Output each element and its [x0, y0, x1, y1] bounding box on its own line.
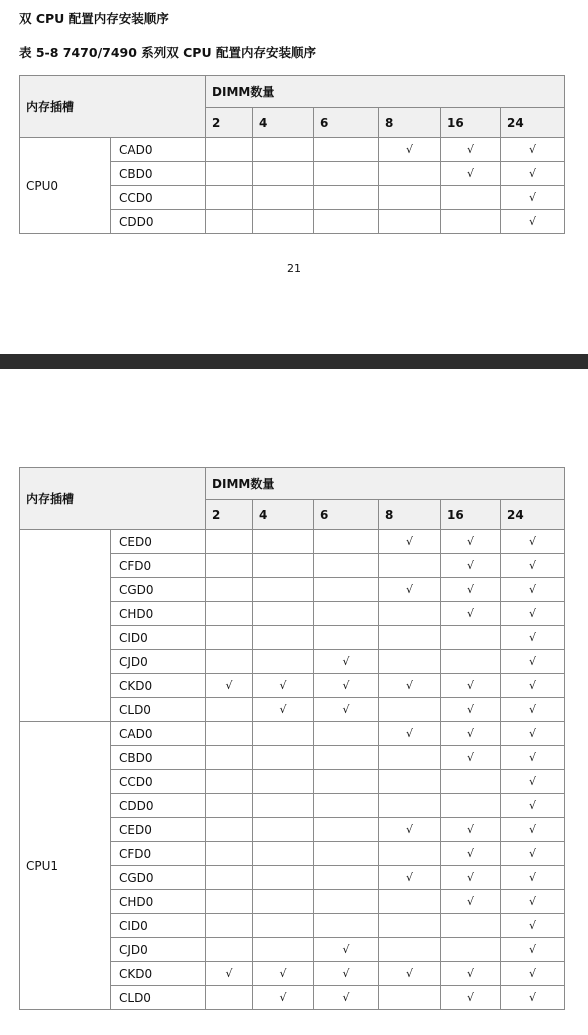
empty-cell: [314, 578, 379, 602]
check-mark-cell: √: [379, 818, 441, 842]
empty-cell: [379, 698, 441, 722]
dimm-count-6: 6: [314, 500, 379, 530]
check-mark-cell: √: [501, 866, 565, 890]
check-mark-cell: √: [253, 962, 314, 986]
empty-cell: [206, 818, 253, 842]
check-mark-cell: √: [501, 962, 565, 986]
empty-cell: [253, 530, 314, 554]
empty-cell: [206, 602, 253, 626]
check-mark-cell: √: [501, 818, 565, 842]
empty-cell: [379, 554, 441, 578]
check-mark-cell: √: [206, 674, 253, 698]
empty-cell: [441, 210, 501, 234]
empty-cell: [441, 914, 501, 938]
empty-cell: [379, 842, 441, 866]
empty-cell: [253, 626, 314, 650]
check-mark-cell: √: [314, 938, 379, 962]
check-mark-cell: √: [501, 162, 565, 186]
check-mark-cell: √: [314, 698, 379, 722]
slot-name: CDD0: [111, 794, 206, 818]
empty-cell: [379, 914, 441, 938]
empty-cell: [314, 138, 379, 162]
memory-order-table-2: [19, 467, 565, 1010]
dimm-count-header: DIMM数量: [206, 468, 565, 500]
empty-cell: [379, 626, 441, 650]
empty-cell: [314, 866, 379, 890]
check-mark-cell: √: [441, 554, 501, 578]
check-mark-cell: √: [314, 674, 379, 698]
empty-cell: [253, 554, 314, 578]
check-mark-cell: √: [501, 794, 565, 818]
dimm-count-16: 16: [441, 500, 501, 530]
slot-header: 内存插槽: [20, 468, 206, 530]
table-body: [20, 138, 565, 234]
slot-name: CID0: [111, 914, 206, 938]
check-mark-cell: √: [501, 626, 565, 650]
check-mark-cell: √: [501, 698, 565, 722]
check-mark-cell: √: [314, 986, 379, 1010]
empty-cell: [206, 578, 253, 602]
empty-cell: [314, 554, 379, 578]
slot-name: CLD0: [111, 698, 206, 722]
check-mark-cell: √: [501, 842, 565, 866]
check-mark-cell: √: [441, 986, 501, 1010]
check-mark-cell: √: [441, 722, 501, 746]
empty-cell: [253, 162, 314, 186]
slot-name: CCD0: [111, 770, 206, 794]
slot-name: CDD0: [111, 210, 206, 234]
empty-cell: [379, 186, 441, 210]
slot-header: 内存插槽: [20, 76, 206, 138]
slot-name: CAD0: [111, 722, 206, 746]
slot-name: CID0: [111, 626, 206, 650]
empty-cell: [206, 866, 253, 890]
check-mark-cell: √: [441, 962, 501, 986]
check-mark-cell: √: [501, 210, 565, 234]
check-mark-cell: √: [441, 698, 501, 722]
empty-cell: [314, 914, 379, 938]
empty-cell: [253, 914, 314, 938]
slot-name: CED0: [111, 530, 206, 554]
empty-cell: [441, 770, 501, 794]
slot-name: CGD0: [111, 866, 206, 890]
check-mark-cell: √: [206, 962, 253, 986]
check-mark-cell: √: [501, 914, 565, 938]
slot-name: CBD0: [111, 162, 206, 186]
page-number: 21: [287, 262, 301, 275]
check-mark-cell: √: [441, 530, 501, 554]
empty-cell: [206, 210, 253, 234]
dimm-count-8: 8: [379, 500, 441, 530]
empty-cell: [441, 938, 501, 962]
empty-cell: [253, 890, 314, 914]
empty-cell: [206, 890, 253, 914]
slot-name: CHD0: [111, 602, 206, 626]
check-mark-cell: √: [379, 138, 441, 162]
empty-cell: [253, 722, 314, 746]
empty-cell: [206, 842, 253, 866]
empty-cell: [253, 794, 314, 818]
empty-cell: [314, 770, 379, 794]
empty-cell: [314, 602, 379, 626]
dimm-count-header: DIMM数量: [206, 76, 565, 108]
check-mark-cell: √: [379, 578, 441, 602]
empty-cell: [253, 842, 314, 866]
table-row: [20, 722, 565, 746]
check-mark-cell: √: [501, 554, 565, 578]
empty-cell: [206, 938, 253, 962]
empty-cell: [253, 866, 314, 890]
empty-cell: [314, 626, 379, 650]
empty-cell: [314, 210, 379, 234]
empty-cell: [379, 938, 441, 962]
check-mark-cell: √: [379, 722, 441, 746]
memory-order-table-1: [19, 75, 565, 234]
dimm-count-24: 24: [501, 500, 565, 530]
check-mark-cell: √: [379, 962, 441, 986]
check-mark-cell: √: [314, 650, 379, 674]
dimm-count-6: 6: [314, 108, 379, 138]
slot-name: CHD0: [111, 890, 206, 914]
check-mark-cell: √: [253, 698, 314, 722]
empty-cell: [206, 530, 253, 554]
check-mark-cell: √: [441, 138, 501, 162]
empty-cell: [206, 770, 253, 794]
empty-cell: [314, 162, 379, 186]
slot-name: CKD0: [111, 674, 206, 698]
check-mark-cell: √: [441, 162, 501, 186]
check-mark-cell: √: [501, 890, 565, 914]
empty-cell: [253, 938, 314, 962]
dimm-count-2: 2: [206, 108, 253, 138]
empty-cell: [253, 578, 314, 602]
empty-cell: [379, 770, 441, 794]
empty-cell: [253, 770, 314, 794]
check-mark-cell: √: [441, 890, 501, 914]
check-mark-cell: √: [441, 602, 501, 626]
check-mark-cell: √: [441, 674, 501, 698]
check-mark-cell: √: [379, 866, 441, 890]
empty-cell: [253, 650, 314, 674]
empty-cell: [206, 746, 253, 770]
empty-cell: [314, 722, 379, 746]
check-mark-cell: √: [501, 770, 565, 794]
dimm-count-2: 2: [206, 500, 253, 530]
empty-cell: [206, 186, 253, 210]
dimm-count-4: 4: [253, 500, 314, 530]
empty-cell: [314, 842, 379, 866]
slot-name: CAD0: [111, 138, 206, 162]
check-mark-cell: √: [501, 746, 565, 770]
empty-cell: [206, 914, 253, 938]
slot-name: CED0: [111, 818, 206, 842]
empty-cell: [206, 698, 253, 722]
empty-cell: [379, 794, 441, 818]
check-mark-cell: √: [253, 674, 314, 698]
empty-cell: [441, 794, 501, 818]
empty-cell: [379, 602, 441, 626]
check-mark-cell: √: [501, 138, 565, 162]
check-mark-cell: √: [441, 578, 501, 602]
check-mark-cell: √: [501, 578, 565, 602]
empty-cell: [206, 162, 253, 186]
empty-cell: [206, 626, 253, 650]
empty-cell: [253, 746, 314, 770]
empty-cell: [314, 818, 379, 842]
check-mark-cell: √: [501, 722, 565, 746]
empty-cell: [314, 530, 379, 554]
dimm-count-16: 16: [441, 108, 501, 138]
check-mark-cell: √: [379, 674, 441, 698]
table-body: [20, 530, 565, 1010]
empty-cell: [206, 794, 253, 818]
empty-cell: [253, 818, 314, 842]
slot-name: CBD0: [111, 746, 206, 770]
check-mark-cell: √: [501, 986, 565, 1010]
check-mark-cell: √: [441, 842, 501, 866]
empty-cell: [206, 650, 253, 674]
slot-name: CLD0: [111, 986, 206, 1010]
check-mark-cell: √: [501, 674, 565, 698]
empty-cell: [379, 650, 441, 674]
section-heading: 双 CPU 配置内存安装顺序: [19, 11, 169, 26]
check-mark-cell: √: [379, 530, 441, 554]
slot-name: CFD0: [111, 554, 206, 578]
cpu-label: CPU1: [20, 722, 111, 1010]
slot-name: CKD0: [111, 962, 206, 986]
empty-cell: [314, 794, 379, 818]
empty-cell: [379, 162, 441, 186]
slot-name: CJD0: [111, 938, 206, 962]
check-mark-cell: √: [441, 746, 501, 770]
empty-cell: [206, 722, 253, 746]
page-divider: [0, 354, 588, 369]
check-mark-cell: √: [501, 186, 565, 210]
empty-cell: [253, 210, 314, 234]
check-mark-cell: √: [501, 530, 565, 554]
empty-cell: [253, 186, 314, 210]
empty-cell: [379, 210, 441, 234]
check-mark-cell: √: [441, 866, 501, 890]
slot-name: CFD0: [111, 842, 206, 866]
check-mark-cell: √: [253, 986, 314, 1010]
check-mark-cell: √: [441, 818, 501, 842]
empty-cell: [441, 650, 501, 674]
check-mark-cell: √: [501, 650, 565, 674]
empty-cell: [314, 890, 379, 914]
page-gap: [0, 280, 588, 355]
table-row: [20, 530, 565, 554]
cpu-label: CPU0: [20, 138, 111, 234]
empty-cell: [379, 890, 441, 914]
table-row: [20, 138, 565, 162]
empty-cell: [379, 986, 441, 1010]
empty-cell: [441, 186, 501, 210]
empty-cell: [253, 602, 314, 626]
empty-cell: [441, 626, 501, 650]
dimm-count-4: 4: [253, 108, 314, 138]
empty-cell: [253, 138, 314, 162]
empty-cell: [206, 138, 253, 162]
dimm-count-8: 8: [379, 108, 441, 138]
empty-cell: [206, 554, 253, 578]
slot-name: CGD0: [111, 578, 206, 602]
empty-cell: [314, 186, 379, 210]
check-mark-cell: √: [314, 962, 379, 986]
dimm-count-24: 24: [501, 108, 565, 138]
empty-cell: [379, 746, 441, 770]
check-mark-cell: √: [501, 602, 565, 626]
cpu-label: [20, 530, 111, 722]
slot-name: CJD0: [111, 650, 206, 674]
empty-cell: [314, 746, 379, 770]
slot-name: CCD0: [111, 186, 206, 210]
table-caption: 表 5-8 7470/7490 系列双 CPU 配置内存安装顺序: [19, 45, 316, 60]
check-mark-cell: √: [501, 938, 565, 962]
empty-cell: [206, 986, 253, 1010]
